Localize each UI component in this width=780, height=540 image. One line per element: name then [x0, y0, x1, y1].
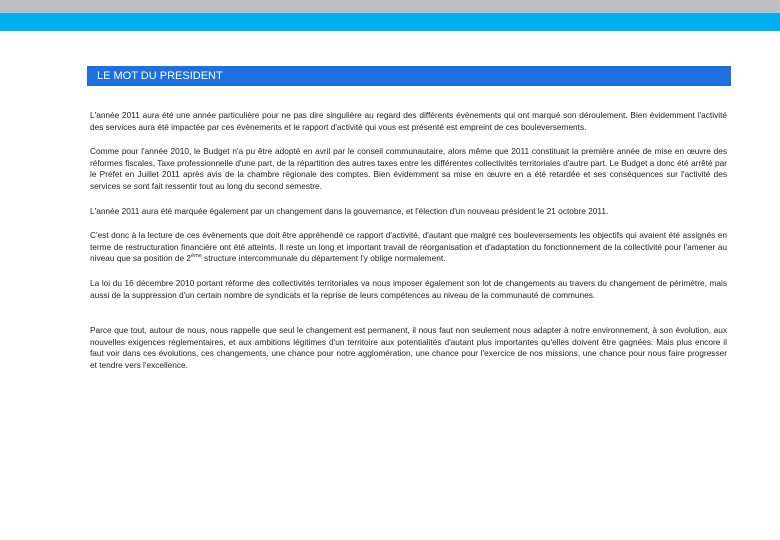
paragraph-3: L'année 2011 aura été marquée également par un changement dans la gouvernance, et l'élection d'un nouveau président le 21 octobre 2011. [90, 205, 609, 216]
president-message [90, 110, 727, 385]
top-gray-band [0, 0, 780, 13]
paragraph-1: L'année 2011 aura été une année particulière pour ne pas dire singulière au regard des différents évènements qui ont marqué son déroulement. Bien évidemment l'activité des services aura été impactée par ces évènements et le rapport d'activité qui vous est présenté est empreint de ces bouleversements. [90, 110, 727, 132]
paragraph-4-text-end: structure intercommunale du département l'y oblige normalement. [201, 253, 446, 264]
ordinal-suffix: ème [191, 253, 202, 260]
paragraph-2: Comme pour l'année 2010, le Budget n'a pu être adopté en avril par le conseil communautaire, alors même que 2011 constituait la première année de mise en œuvre des réformes fiscales, Taxe professionnelle d'une part, de la répartition des autres taxes entre les différentes collectivités territoriales d'autre part. Le Budget a donc été arrêté par le Préfet en Juillet 2011 après avis de la chambre régionale des comptes. Bien évidemment sa mise en œuvre en a été retardée et ses conséquences sur l'activité des services se sont fait ressentir tout au long du second semestre. [90, 146, 727, 191]
paragraph-5: La loi du 16 décembre 2010 portant réforme des collectivités territoriales va nous imposer également son lot de changements au travers du changement de périmètre, mais aussi de la suppression d'un certain nombre de syndicats et la reprise de leurs compétences au niveau de la communauté de communes. [90, 277, 727, 300]
page-title: LE MOT DU PRESIDENT [87, 66, 731, 86]
paragraph-4-text: C'est donc à la lecture de ces évènements que doit être appréhendé ce rapport d'activité, d'autant que malgré ces bouleversements les objectifs qui avaient été assignés en terme de restructuration financière ont été atteints. Il reste un long et important travail de réorganisation et d'adaptation du fonctionnement de la collectivité pour l'amener au niveau que sa position de 2 [90, 230, 727, 264]
top-accent-band [0, 13, 780, 31]
paragraph-6: Parce que tout, autour de nous, nous rappelle que seul le changement est permanent, il nous faut non seulement nous adapter à notre environnement, à son évolution, aux nouvelles exigences réglementaires, et aux ambitions légitimes d'un territoire aux potentialités d'autant plus importantes qu'elles doivent être gagnées. Mais plus encore il faut voir dans ces évolutions, ces changements, une chance pour notre agglomération, une chance pour l'exercice de nos missions, une chance pour nous faire progresser et tendre vers l'excellence. [90, 325, 727, 370]
paragraph-4 [90, 230, 727, 265]
